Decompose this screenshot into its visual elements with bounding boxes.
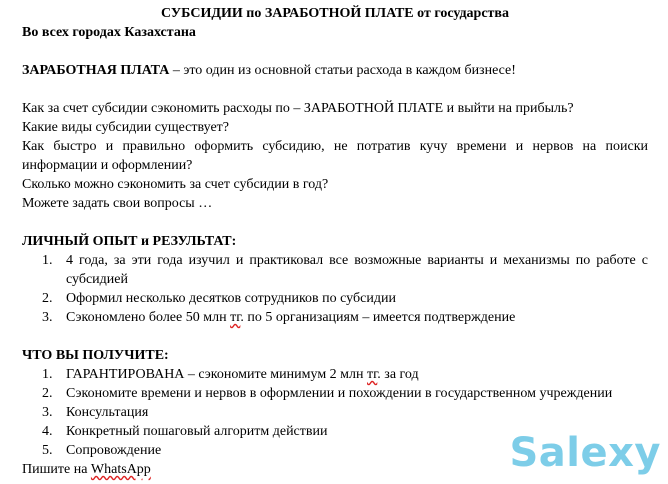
document-title: СУБСИДИИ по ЗАРАБОТНОЙ ПЛАТЕ от государства <box>160 6 509 21</box>
experience-heading: ЛИЧНЫЙ ОПЫТ и РЕЗУЛЬТАТ: <box>22 234 237 249</box>
list-number: 3. <box>42 405 53 420</box>
question-line: Как быстро и правильно оформить субсидию, не потратив кучу времени и нервов на поиски информации и оформлении? <box>22 139 648 173</box>
question-line: Сколько можно сэкономить за счет субсидии в год? <box>22 177 329 192</box>
spacer <box>22 80 648 99</box>
benefits-heading: ЧТО ВЫ ПОЛУЧИТЕ: <box>22 348 169 363</box>
whatsapp-link[interactable]: WhatsApp <box>90 462 151 477</box>
list-item <box>22 251 648 289</box>
list-item-text: Конкретный пошаговый алгоритм действии <box>66 424 328 439</box>
list-number: 1. <box>42 253 53 268</box>
spacer <box>22 327 648 346</box>
list-item-text: Сэкономите времени и нервов в оформлении и похождении в государственном учреждении <box>66 386 613 401</box>
spacer <box>22 42 648 61</box>
experience-list <box>22 251 648 327</box>
list-number: 1. <box>42 367 53 382</box>
list-number: 4. <box>42 424 53 439</box>
intro-text: – это один из основной статьи расхода в каждом бизнесе! <box>169 63 516 78</box>
spellcheck-word: тг <box>230 310 241 325</box>
list-item <box>22 289 648 308</box>
list-number: 3. <box>42 310 53 325</box>
list-item-text: Сопровождение <box>66 443 162 458</box>
list-item <box>22 308 648 327</box>
list-item-text: ГАРАНТИРОВАНА – сэкономите минимум 2 млн <box>66 367 368 382</box>
footer-text: Пишите на <box>22 462 91 477</box>
list-item-text: 4 года, за эти года изучил и практиковал все возможные варианты и механизмы по работе с субсидией <box>66 253 648 287</box>
list-number: 5. <box>42 443 53 458</box>
list-item-text: Консультация <box>66 405 149 420</box>
question-line: Можете задать свои вопросы … <box>22 196 213 211</box>
list-item <box>22 403 648 422</box>
document-subtitle: Во всех городах Казахстана <box>22 25 196 40</box>
spacer <box>22 213 648 232</box>
list-item <box>22 365 648 384</box>
list-number: 2. <box>42 291 53 306</box>
intro-paragraph <box>22 61 648 80</box>
list-number: 2. <box>42 386 53 401</box>
spellcheck-word: тг <box>367 367 378 382</box>
list-item-text: . по 5 организациям – имеется подтверждение <box>240 310 516 325</box>
document-body <box>22 4 648 479</box>
list-item-text: Оформил несколько десятков сотрудников по субсидии <box>66 291 396 306</box>
intro-bold: ЗАРАБОТНАЯ ПЛАТА <box>22 63 170 78</box>
list-item <box>22 384 648 403</box>
list-item-text: . за год <box>377 367 419 382</box>
question-line: Как за счет субсидии сэкономить расходы по – ЗАРАБОТНОЙ ПЛАТЕ и выйти на прибыль? <box>22 101 574 116</box>
question-line: Какие виды субсидии существует? <box>22 120 229 135</box>
list-item-text: Сэкономлено более 50 млн <box>66 310 231 325</box>
salexy-watermark-logo: Salexy <box>509 430 661 476</box>
